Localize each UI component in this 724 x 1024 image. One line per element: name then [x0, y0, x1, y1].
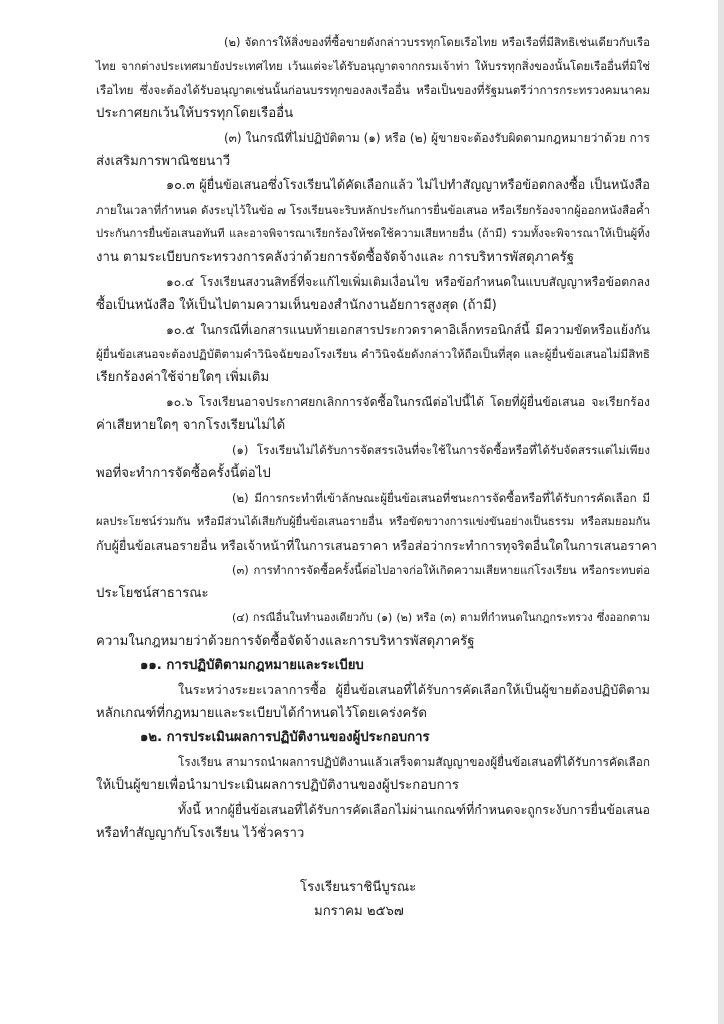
- clause-10-3-line-1: ๑๐.๓ ผู้ยื่นข้อเสนอซึ่งโรงเรียนได้คัดเลือกแล้ว ไม่ไปทำสัญญาหรือข้อตกลงซื้อ เป็นหนังสือ: [166, 178, 650, 193]
- item-3-line-2: ประโยชน์สาธารณะ: [96, 586, 209, 601]
- clause-10-3-line-4: งาน ตามระเบียบกระทรวงการคลังว่าด้วยการจัดซื้อจัดจ้างและ การบริหารพัสดุภาครัฐ: [96, 250, 574, 265]
- section-12-heading: ๑๒. การประเมินผลการปฏิบัติงานของผู้ประกอบการ: [140, 730, 430, 745]
- para-2-line-4: ประกาศยกเว้นให้บรรทุกโดยเรืออื่น: [96, 106, 294, 121]
- item-4-line-1: (๔) กรณีอื่นในทำนองเดียวกับ (๑) (๒) หรือ (๓) ตามที่กำหนดในกฎกระทรวง ซึ่งออกตาม: [232, 611, 650, 624]
- section-11-line-1: ในระหว่างระยะเวลาการซื้อ ผู้ยื่นข้อเสนอที่ได้รับการคัดเลือกให้เป็นผู้ขายต้องปฏิบัติตาม: [178, 682, 650, 697]
- clause-10-5-line-2: ผู้ยื่นข้อเสนอจะต้องปฏิบัติตามคำวินิจฉัยของโรงเรียน คำวินิจฉัยดังกล่าวให้ถือเป็นที่สุด และผู้ยื่นข้อเสนอไม่มีสิทธิ: [96, 347, 650, 361]
- signature-org: โรงเรียนราชินีบูรณะ: [300, 880, 417, 895]
- item-2-line-1: (๒) มีการกระทำที่เข้าลักษณะผู้ยื่นข้อเสนอที่ชนะการจัดซื้อหรือที่ได้รับการคัดเลือก มี: [232, 491, 650, 505]
- section-11-heading: ๑๑. การปฏิบัติตามกฎหมายและระเบียบ: [140, 658, 364, 673]
- clause-10-6-line-1: ๑๐.๖ โรงเรียนอาจประกาศยกเลิกการจัดซื้อในกรณีต่อไปนี้ได้ โดยที่ผู้ยื่นข้อเสนอ จะเรียกร้อง: [166, 395, 650, 409]
- para-2-line-2: ไทย จากต่างประเทศมายังประเทศไทย เว้นแต่จะได้รับอนุญาตจากกรมเจ้าท่า ให้บรรทุกสิ่งของนั้นโดยเรืออื่นที่มิใช่: [96, 59, 650, 73]
- para-2-line-3: เรือไทย ซึ่งจะต้องได้รับอนุญาตเช่นนั้นก่อนบรรทุกของลงเรืออื่น หรือเป็นของที่รัฐมนตรีว่าการกระทรวงคมนาคม: [96, 83, 650, 97]
- section-12-line-1: โรงเรียน สามารถนำผลการปฏิบัติงานแล้วเสร็จตามสัญญาของผู้ยื่นข้อเสนอที่ได้รับการคัดเลือก: [178, 755, 650, 769]
- section-12-line-2: ให้เป็นผู้ขายเพื่อนำมาประเมินผลการปฏิบัติงานของผู้ประกอบการ: [96, 778, 459, 793]
- para-2-line-1: (๒) จัดการให้สิ่งของที่ซื้อขายดังกล่าวบรรทุกโดยเรือไทย หรือเรือที่มีสิทธิเช่นเดียวกับเรือ: [224, 35, 650, 49]
- signature-date: มกราคม ๒๕๖๗: [314, 904, 404, 919]
- para-3-line-1: (๓) ในกรณีที่ไม่ปฏิบัติตาม (๑) หรือ (๒) ผู้ขายจะต้องรับผิดตามกฎหมายว่าด้วย การ: [224, 131, 650, 145]
- item-4-line-2: ความในกฎหมายว่าด้วยการจัดซื้อจัดจ้างและการบริหารพัสดุภาครัฐ: [96, 634, 475, 649]
- item-1-line-2: พอที่จะทำการจัดซื้อครั้งนี้ต่อไป: [96, 466, 271, 481]
- section-12-line-3: ทั้งนี้ หากผู้ยื่นข้อเสนอที่ได้รับการคัดเลือกไม่ผ่านเกณฑ์ที่กำหนดจะถูกระงับการยื่นข้อเสนอ: [178, 802, 650, 817]
- clause-10-5-line-1: ๑๐.๕ ในกรณีที่เอกสารแนบท้ายเอกสารประกวดราคาอิเล็กทรอนิกส์นี้ มีความขัดหรือแย้งกัน: [166, 322, 650, 337]
- item-3-line-1: (๓) การทำการจัดซื้อครั้งนี้ต่อไปอาจก่อให้เกิดความเสียหายแก่โรงเรียน หรือกระทบต่อ: [232, 563, 650, 577]
- item-2-line-2: ผลประโยชน์ร่วมกัน หรือมีส่วนได้เสียกับผู้ยื่นข้อเสนอรายอื่น หรือขัดขวางการแข่งขันอย่างเป็นธรรม หรือสมยอมกัน: [96, 515, 650, 528]
- clause-10-4-line-2: ซื้อเป็นหนังสือ ให้เป็นไปตามความเห็นของสำนักงานอัยการสูงสุด (ถ้ามี): [96, 298, 497, 313]
- item-2-line-3: กับผู้ยื่นข้อเสนอรายอื่น หรือเจ้าหน้าที่ในการเสนอราคา หรือส่อว่ากระทำการทุจริตอื่นใดในการเสนอราคา: [96, 538, 657, 553]
- clause-10-4-line-1: ๑๐.๔ โรงเรียนสงวนสิทธิ์ที่จะแก้ไขเพิ่มเติมเงื่อนไข หรือข้อกำหนดในแบบสัญญาหรือข้อตกลง: [166, 275, 650, 289]
- section-11-line-2: หลักเกณฑ์ที่กฎหมายและระเบียบได้กำหนดไว้โดยเคร่งครัด: [96, 706, 427, 721]
- scan-edge-shadow: [718, 0, 724, 1024]
- clause-10-3-line-3: ประกันการยื่นข้อเสนอทันที และอาจพิจารณาเรียกร้องให้ชดใช้ความเสียหายอื่น (ถ้ามี) รวมทั้งจะพิจารณาให้เป็นผู้ทิ้ง: [96, 227, 650, 240]
- clause-10-6-line-2: ค่าเสียหายใดๆ จากโรงเรียนไม่ได้: [96, 418, 286, 433]
- para-3-line-2: ส่งเสริมการพาณิชยนาวี: [96, 154, 231, 169]
- item-1-line-1: (๑) โรงเรียนไม่ได้รับการจัดสรรเงินที่จะใช้ในการจัดซื้อหรือที่ได้รับจัดสรรแต่ไม่เพียง: [232, 443, 650, 457]
- clause-10-3-line-2: ภายในเวลาที่กำหนด ดังระบุไว้ในข้อ ๗ โรงเรียนจะริบหลักประกันการยื่นข้อเสนอ หรือเรียกร้องจากผู้ออกหนังสือค้ำ: [96, 203, 650, 217]
- section-12-line-4: หรือทำสัญญากับโรงเรียน ไว้ชั่วคราว: [96, 826, 305, 841]
- clause-10-5-line-3: เรียกร้องค่าใช้จ่ายใดๆ เพิ่มเติม: [96, 370, 270, 385]
